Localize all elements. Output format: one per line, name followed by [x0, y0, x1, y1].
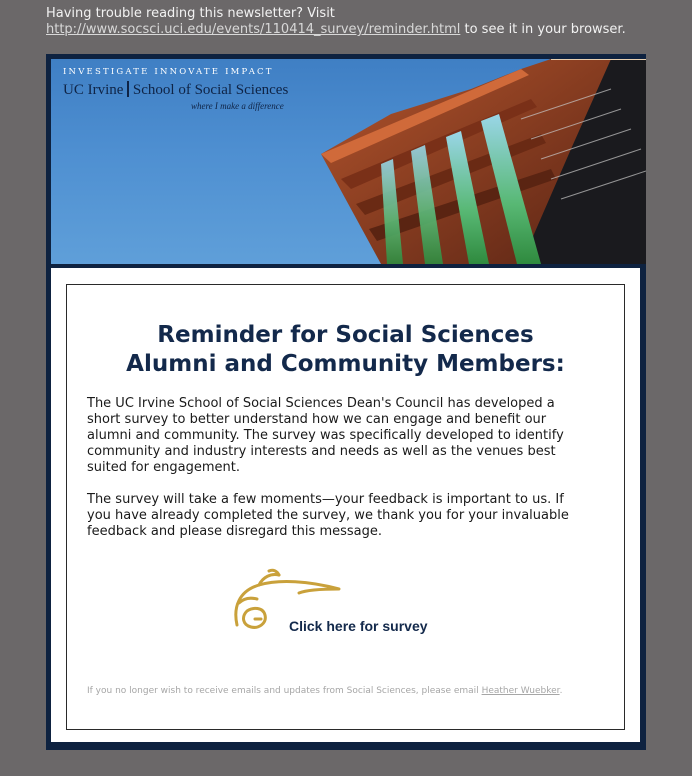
survey-button[interactable] [229, 567, 459, 639]
logo-divider [127, 81, 129, 97]
page-title [67, 321, 624, 379]
newsletter-frame [46, 54, 646, 750]
title-line-2: Alumni and Community Members: [126, 351, 565, 377]
footer-text: If you no longer wish to receive emails and updates from Social Sciences, please email [87, 686, 479, 696]
paragraph-intro: The UC Irvine School of Social Sciences Dean's Council has developed a short survey to better understand how we can engage and benefit our alumni and community. The survey was specifically developed to identify community and industry interests and needs as well as the venues best suited for engagement. [87, 396, 564, 475]
unsubscribe-footer [87, 685, 587, 697]
notice-prefix: Having trouble reading this newsletter? Visit [46, 6, 335, 21]
header-banner [51, 59, 646, 264]
slogan: where I make a difference [191, 101, 284, 111]
footer-end: . [559, 686, 563, 696]
content-area [51, 268, 640, 742]
paragraph-feedback: The survey will take a few moments—your feedback is important to us. If you have already completed the survey, we thank you for your invaluable feedback and please disregard this message. [87, 492, 569, 539]
browser-notice [46, 6, 646, 38]
browser-version-link[interactable]: http://www.socsci.uci.edu/events/110414_survey/reminder.html [46, 22, 461, 37]
content-box [66, 284, 625, 730]
contact-email-link[interactable]: Heather Wuebker [481, 686, 560, 696]
notice-suffix: to see it in your browser. [464, 22, 626, 37]
school-logo [63, 81, 288, 99]
logo-uc: UC Irvine [63, 82, 124, 98]
logo-school: School of Social Sciences [132, 82, 289, 98]
title-line-1: Reminder for Social Sciences [157, 322, 534, 348]
survey-button-label: Click here for survey [289, 618, 428, 634]
tagline: INVESTIGATE INNOVATE IMPACT [63, 67, 274, 77]
